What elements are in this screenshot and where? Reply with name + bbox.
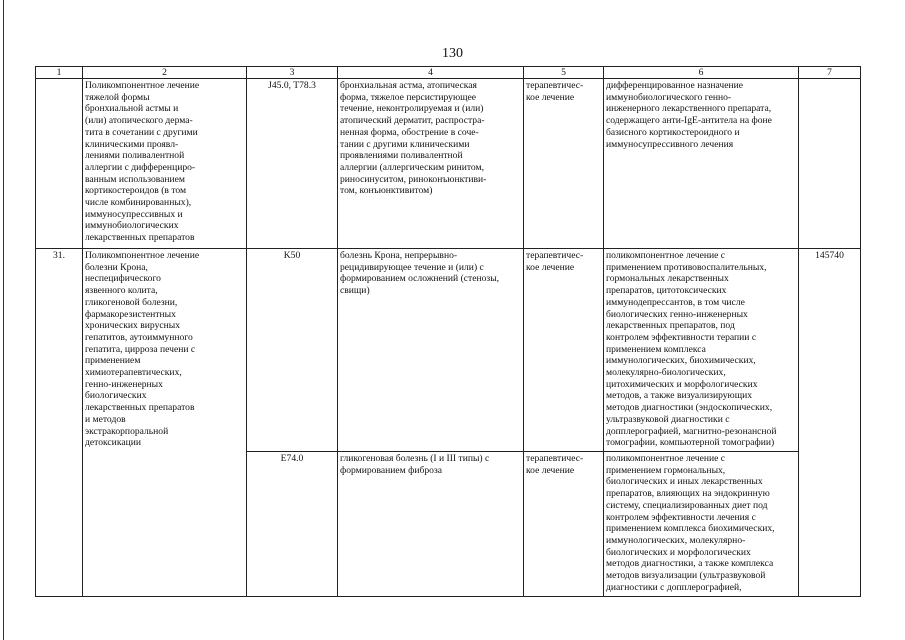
table-row xyxy=(36,249,861,452)
treatment-type-cell: терапевтичес- кое лечение xyxy=(524,79,604,249)
cost-cell: 145740 xyxy=(799,249,861,597)
treatment-type-cell: терапевтичес- кое лечение xyxy=(524,452,604,597)
treatment-name-cell: Поликомпонентное лечение тяжелой формы бронхиальной астмы и (или) атопического дерма- тита в сочетании с другими клиническими проявл- лениями поливалентной аллергии с дифференциро- ванным использованием кортикостероидов (в том числе комбинированных), иммуносупрессивных и иммунобиологических лекарственных препаратов xyxy=(83,79,247,249)
patient-model-cell: болезнь Крона, непрерывно- рецидивирующее течение и (или) с формированием осложнений (стенозы, свищи) xyxy=(338,249,524,452)
page-number: 130 xyxy=(442,46,463,61)
icd-code-cell: J45.0, T78.3 xyxy=(247,79,338,249)
table-row xyxy=(36,79,861,249)
patient-model-cell: бронхиальная астма, атопическая форма, тяжелое персистирующее течение, неконтролируемая и (или) атопический дерматит, распростра- ненная форма, обострение в соче- тании с другими клиническими проявлениями поливалентной аллергии (аллергическим ринитом, риносинуситом, риноконъюнктиви- том, конъюнктивитом) xyxy=(338,79,524,249)
column-header-3: 3 xyxy=(247,67,338,79)
treatment-method-cell: поликомпонентное лечение с применением гормональных, биологических и иных лекарственных препаратов, влияющих на эндокринную систему, специализированных диет под контролем эффективности лечения с применением комплекса биохимических, иммунологических, молекулярно- биологических и морфологических методов диагностики, а также комплекса методов визуализации (ультразвуковой диагностики с допплерографией, xyxy=(604,452,799,597)
page-left-edge-line xyxy=(3,0,4,640)
patient-model-cell: гликогеновая болезнь (I и III типы) с формированием фиброза xyxy=(338,452,524,597)
treatment-name-cell: Поликомпонентное лечение болезни Крона, неспецифического язвенного колита, гликогеновой болезни, фармакорезистентных хронических вирусных гепатитов, аутоиммунного гепатита, цирроза печени с применением химиотерапевтических, генно-инженерных биологических лекарственных препаратов и методов экстракорпоральной детоксикации xyxy=(83,249,247,597)
column-header-2: 2 xyxy=(83,67,247,79)
treatment-type-cell: терапевтичес- кое лечение xyxy=(524,249,604,452)
icd-code-cell: K50 xyxy=(247,249,338,452)
medical-care-table xyxy=(35,66,861,597)
row-number-cell xyxy=(36,79,83,249)
column-header-7: 7 xyxy=(799,67,861,79)
treatment-method-cell: дифференцированное назначение иммунобиологического генно- инженерного лекарственного препарата, содержащего анти-IgE-антитела на фоне базисного кортикостероидного и иммуносупрессивного лечения xyxy=(604,79,799,249)
cost-cell xyxy=(799,79,861,249)
column-header-4: 4 xyxy=(338,67,524,79)
row-number-cell: 31. xyxy=(36,249,83,597)
column-header-1: 1 xyxy=(36,67,83,79)
column-number-header-row xyxy=(36,67,861,79)
icd-code-cell: E74.0 xyxy=(247,452,338,597)
treatment-method-cell: поликомпонентное лечение с применением противовоспалительных, гормональных лекарственных препаратов, цитотоксических иммунодепрессантов, в том числе биологических генно-инженерных лекарственных препаратов, под контролем эффективности терапии с применением комплекса иммунологических, биохимических, молекулярно-биологических, цитохимических и морфологических методов, а также визуализирующих методов диагностики (эндоскопических, ультразвуковой диагностики с допплерографией, магнитно-резонансной томографии, компьютерной томографии) xyxy=(604,249,799,452)
column-header-6: 6 xyxy=(604,67,799,79)
column-header-5: 5 xyxy=(524,67,604,79)
